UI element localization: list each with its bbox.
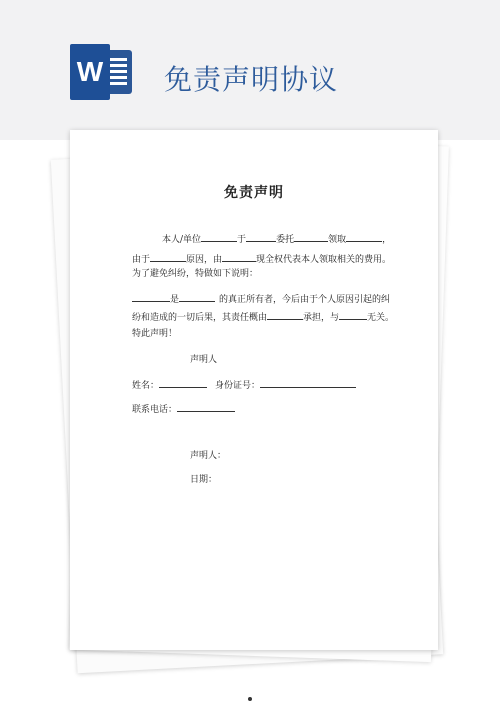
- name-field: [159, 378, 207, 388]
- paragraph-line-1: [162, 232, 391, 246]
- id-field: [260, 378, 356, 388]
- document-title: 免责声明: [224, 185, 284, 201]
- declarant-label: 声明人: [190, 355, 218, 365]
- text-segment: ，: [382, 235, 392, 245]
- id-label: 身份证号：: [215, 381, 261, 391]
- blank-field: [150, 252, 186, 262]
- blank-field: [132, 292, 170, 302]
- phone-row: [132, 402, 235, 416]
- name-label: 姓名：: [132, 381, 160, 391]
- text-segment: 本人/单位: [162, 235, 202, 245]
- date-label: 日期：: [190, 475, 218, 485]
- word-icon: [70, 44, 132, 100]
- word-icon-lines: [110, 58, 127, 86]
- text-segment: 现全权代表本人领取相关的费用。: [256, 255, 392, 265]
- text-segment: 承担，与: [303, 313, 340, 323]
- text-segment: 纷和造成的一切后果，其责任概由: [132, 313, 268, 323]
- paragraph-line-4: [132, 292, 390, 306]
- blank-field: [294, 232, 328, 242]
- paragraph-line-5: [132, 310, 394, 324]
- text-segment: 于: [237, 235, 247, 245]
- phone-label: 联系电话：: [132, 405, 178, 415]
- blank-field: [267, 310, 303, 320]
- text-segment: 原因，由: [186, 255, 223, 265]
- text-segment: 领取: [328, 235, 347, 245]
- paragraph-line-3: 为了避免纠纷，特做如下说明：: [132, 269, 259, 279]
- paragraph-line-6: 特此声明！: [132, 329, 178, 339]
- text-segment: 委托: [276, 235, 295, 245]
- name-id-row: [132, 378, 356, 392]
- blank-field: [201, 232, 237, 242]
- document-heading: 免责声明协议: [164, 63, 339, 96]
- blank-field: [346, 232, 382, 242]
- document-page: [70, 130, 438, 650]
- blank-field: [339, 310, 367, 320]
- signature-label: 声明人：: [190, 451, 227, 461]
- blank-field: [246, 232, 276, 242]
- phone-field: [177, 402, 235, 412]
- text-segment: 是: [170, 295, 180, 305]
- blank-field: [222, 252, 256, 262]
- blank-field: [179, 292, 215, 302]
- text-segment: 的真正所有者，今后由于个人原因引起的纠: [219, 295, 391, 305]
- page-indicator-dot: [248, 697, 252, 701]
- text-segment: 由于: [132, 255, 151, 265]
- word-icon-letter: W: [70, 44, 110, 100]
- paragraph-line-2: [132, 252, 391, 266]
- text-segment: 无关。: [367, 313, 395, 323]
